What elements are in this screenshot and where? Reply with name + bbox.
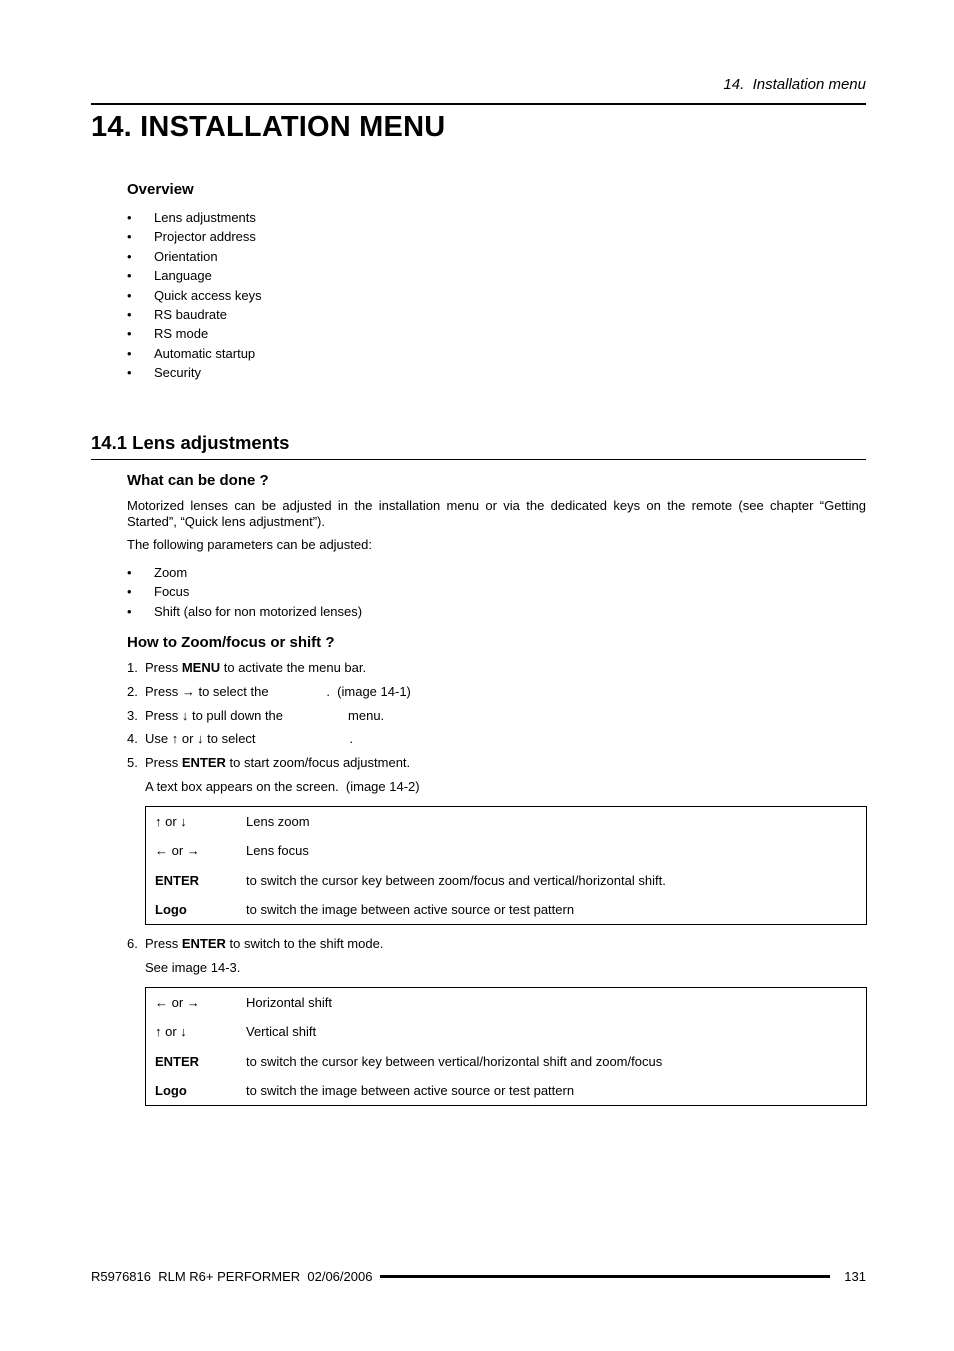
step-text: Press [145, 936, 182, 951]
step-item [127, 660, 411, 684]
list-item: • Automatic startup [127, 344, 262, 363]
list-item: • Quick access keys [127, 286, 262, 305]
step-text: Use ↑ or ↓ to select . [145, 731, 354, 747]
key-cell: ENTER [155, 1053, 200, 1069]
step-item [127, 708, 411, 732]
step-number: 6. [127, 936, 138, 951]
key-cell: ← or → [155, 995, 200, 1010]
desc-cell: to switch the cursor key between zoom/focus and vertical/horizontal shift. [246, 872, 666, 888]
table-row [146, 1047, 867, 1077]
key-cell: Logo [155, 1083, 187, 1098]
list-item: • Orientation [127, 247, 262, 266]
step-text: to switch to the shift mode. [225, 936, 384, 951]
desc-cell: to switch the cursor key between vertical/horizontal shift and zoom/focus [246, 1053, 663, 1069]
params-list [127, 563, 362, 621]
table-row [146, 895, 867, 925]
header-rule [91, 103, 866, 105]
list-item: • RS baudrate [127, 305, 262, 324]
zoom-focus-key-table [145, 806, 867, 925]
table-row [146, 1076, 867, 1106]
desc-cell: to switch the image between active source or test pattern [246, 902, 575, 917]
step-item [127, 755, 411, 779]
step-number: 5. [127, 755, 138, 771]
running-header: 14. Installation menu [723, 76, 866, 93]
key-cell: ↑ or ↓ [155, 814, 187, 829]
step5-note: A text box appears on the screen. (image 14-2) [145, 779, 420, 794]
desc-cell: Vertical shift [246, 1024, 317, 1040]
key-cell: ↑ or ↓ [155, 1024, 187, 1040]
overview-list [127, 208, 262, 383]
step-number: 1. [127, 660, 138, 675]
step-item [127, 731, 411, 755]
table-row [146, 866, 867, 896]
shift-key-table [145, 987, 867, 1106]
step-text: Press [145, 755, 182, 771]
step-number: 2. [127, 683, 138, 699]
desc-cell: Lens focus [246, 843, 309, 859]
section-title: 14.1 Lens adjustments [91, 432, 290, 453]
page-number: 131 [844, 1269, 866, 1284]
table-row [146, 988, 867, 1018]
list-item: • Focus [127, 582, 362, 601]
how-heading: How to Zoom/focus or shift ? [127, 634, 335, 651]
step-text: Press [145, 660, 182, 675]
step-key: ENTER [181, 936, 226, 951]
params-intro: The following parameters can be adjusted: [127, 537, 372, 552]
desc-cell: to switch the image between active source or test pattern [246, 1083, 575, 1098]
intro-paragraph: Motorized lenses can be adjusted in the installation menu or via the dedicated keys on the remote (see chapter “Getting Started”, “Quick lens adjustment”). [127, 498, 866, 529]
chapter-title: 14. INSTALLATION MENU [91, 111, 446, 143]
section-rule [91, 459, 866, 460]
what-heading: What can be done ? [127, 472, 269, 489]
step-text: to activate the menu bar. [220, 660, 367, 675]
steps-list-continued [127, 936, 383, 960]
step-key: ENTER [181, 755, 226, 771]
step-text: Press ↓ to pull down the menu. [145, 707, 385, 723]
key-cell: ENTER [155, 872, 200, 888]
table-row [146, 807, 867, 837]
list-item: • RS mode [127, 324, 262, 343]
table-row [146, 1017, 867, 1047]
page-footer [91, 1269, 866, 1284]
step6-note: See image 14-3. [145, 960, 241, 975]
overview-heading: Overview [127, 181, 194, 198]
step-item [127, 684, 411, 708]
list-item: • Lens adjustments [127, 208, 262, 227]
list-item: • Shift (also for non motorized lenses) [127, 602, 362, 621]
steps-list [127, 660, 411, 779]
list-item: • Security [127, 363, 262, 382]
step-number: 3. [127, 707, 138, 723]
list-item: • Projector address [127, 227, 262, 246]
list-item: • Zoom [127, 563, 362, 582]
desc-cell: Horizontal shift [246, 995, 332, 1010]
step-number: 4. [127, 731, 138, 747]
step-text: to start zoom/focus adjustment. [225, 755, 411, 771]
footer-doc-id: R5976816 RLM R6+ PERFORMER 02/06/2006 [91, 1269, 373, 1284]
key-cell: ← or → [155, 843, 200, 859]
table-row [146, 836, 867, 866]
step-item [127, 936, 383, 960]
key-cell: Logo [155, 902, 187, 917]
footer-rule [380, 1275, 830, 1278]
list-item: • Language [127, 266, 262, 285]
desc-cell: Lens zoom [246, 814, 310, 829]
step-key: MENU [181, 660, 221, 675]
step-text: Press → to select the . (image 14-1) [145, 683, 411, 699]
